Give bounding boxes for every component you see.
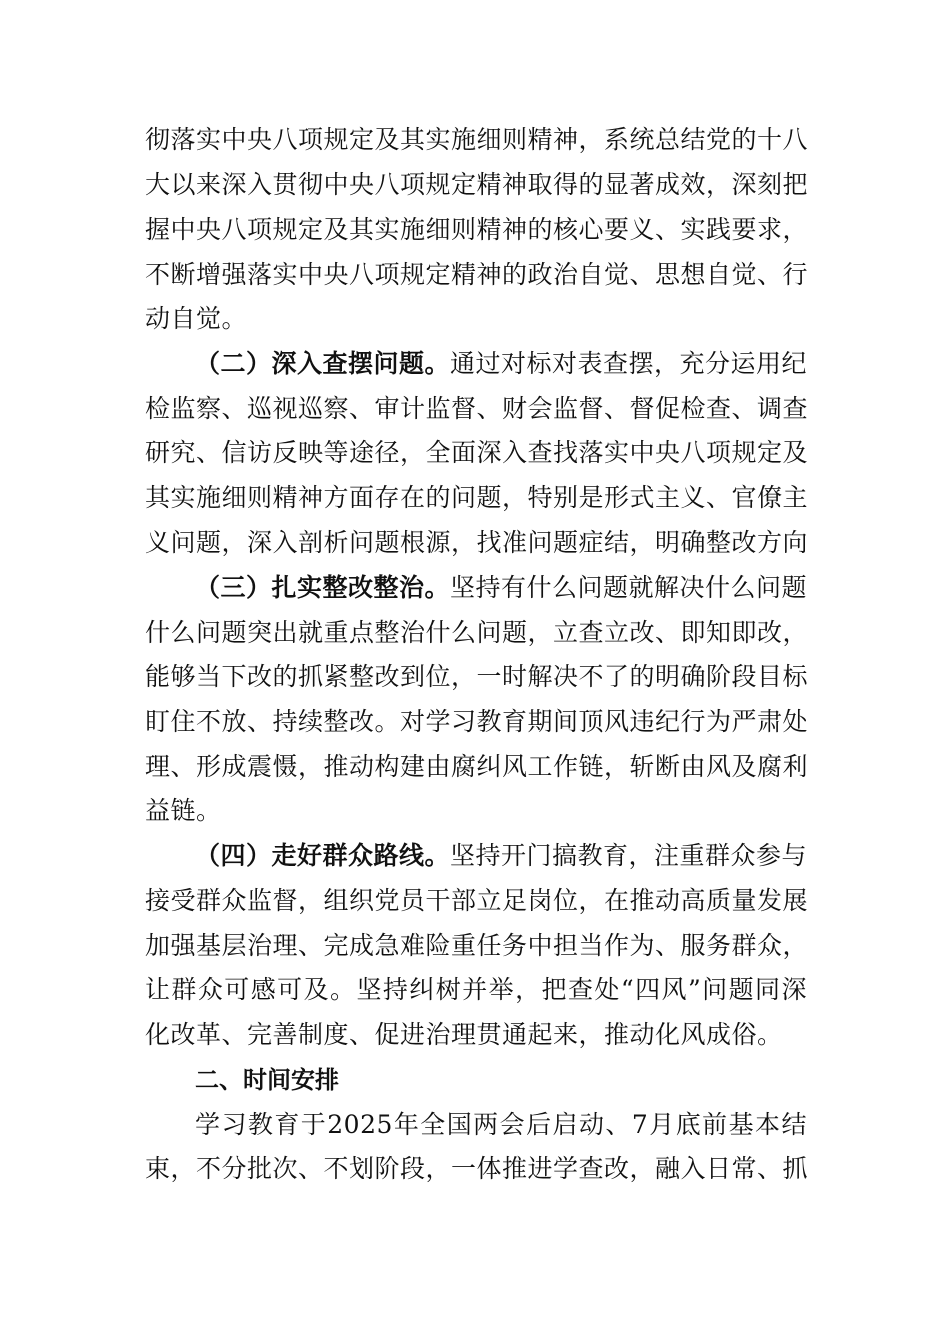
paragraph-first-line: 学习教育于2025年全国两会后启动、7月底前基本结 <box>195 1110 807 1139</box>
section-heading: 二、时间安排 <box>195 1066 339 1094</box>
paragraph-line: 接受群众监督，组织党员干部立足岗位，在推动高质量发展 <box>145 886 809 915</box>
paragraph-line: 义问题，深入剖析问题根源，找准问题症结，明确整改方向 <box>145 528 809 557</box>
paragraph-line: 化改革、完善制度、促进治理贯通起来，推动化风成俗。 <box>145 1020 783 1049</box>
paragraph-line: 其实施细则精神方面存在的问题，特别是形式主义、官僚主 <box>145 483 809 512</box>
paragraph-line: 握中央八项规定及其实施细则精神的核心要义、实践要求， <box>145 215 809 244</box>
paragraph-text: 坚持开门搞教育，注重群众参与 <box>450 841 808 870</box>
paragraph-heading: （二）深入查摆问题。 <box>195 349 451 378</box>
paragraph-line: 检监察、巡视巡察、审计监督、财会监督、督促检查、调查 <box>145 394 809 423</box>
paragraph-line: 加强基层治理、完成急难险重任务中担当作为、服务群众， <box>145 931 809 960</box>
paragraph-line: 不断增强落实中央八项规定精神的政治自觉、思想自觉、行 <box>145 260 809 289</box>
paragraph-first-line <box>195 573 807 603</box>
paragraph-line: 理、形成震慑，推动构建由腐纠风工作链，斩断由风及腐利 <box>145 752 809 781</box>
paragraph-first-line <box>195 841 807 871</box>
paragraph-first-line <box>195 349 807 379</box>
paragraph-line: 盯住不放、持续整改。对学习教育期间顶风违纪行为严肃处 <box>145 707 809 736</box>
paragraph-text: 通过对标对表查摆，充分运用纪 <box>450 349 808 378</box>
paragraph-heading: （四）走好群众路线。 <box>195 841 451 870</box>
paragraph-line: 能够当下改的抓紧整改到位，一时解决不了的明确阶段目标 <box>145 662 809 691</box>
paragraph-text: 坚持有什么问题就解决什么问题 <box>450 573 808 602</box>
paragraph-line: 动自觉。 <box>145 304 248 333</box>
paragraph-line: 研究、信访反映等途径，全面深入查找落实中央八项规定及 <box>145 438 809 467</box>
paragraph-line: 益链。 <box>145 796 222 825</box>
paragraph-line: 让群众可感可及。坚持纠树并举，把查处“四风”问题同深 <box>145 975 807 1004</box>
paragraph-line: 什么问题突出就重点整治什么问题，立查立改、即知即改， <box>145 618 809 647</box>
paragraph-heading: （三）扎实整改整治。 <box>195 573 451 602</box>
paragraph-line: 束，不分批次、不划阶段，一体推进学查改，融入日常、抓 <box>145 1154 809 1183</box>
paragraph-line: 大以来深入贯彻中央八项规定精神取得的显著成效，深刻把 <box>145 170 809 199</box>
paragraph-line: 彻落实中央八项规定及其实施细则精神，系统总结党的十八 <box>145 125 809 154</box>
